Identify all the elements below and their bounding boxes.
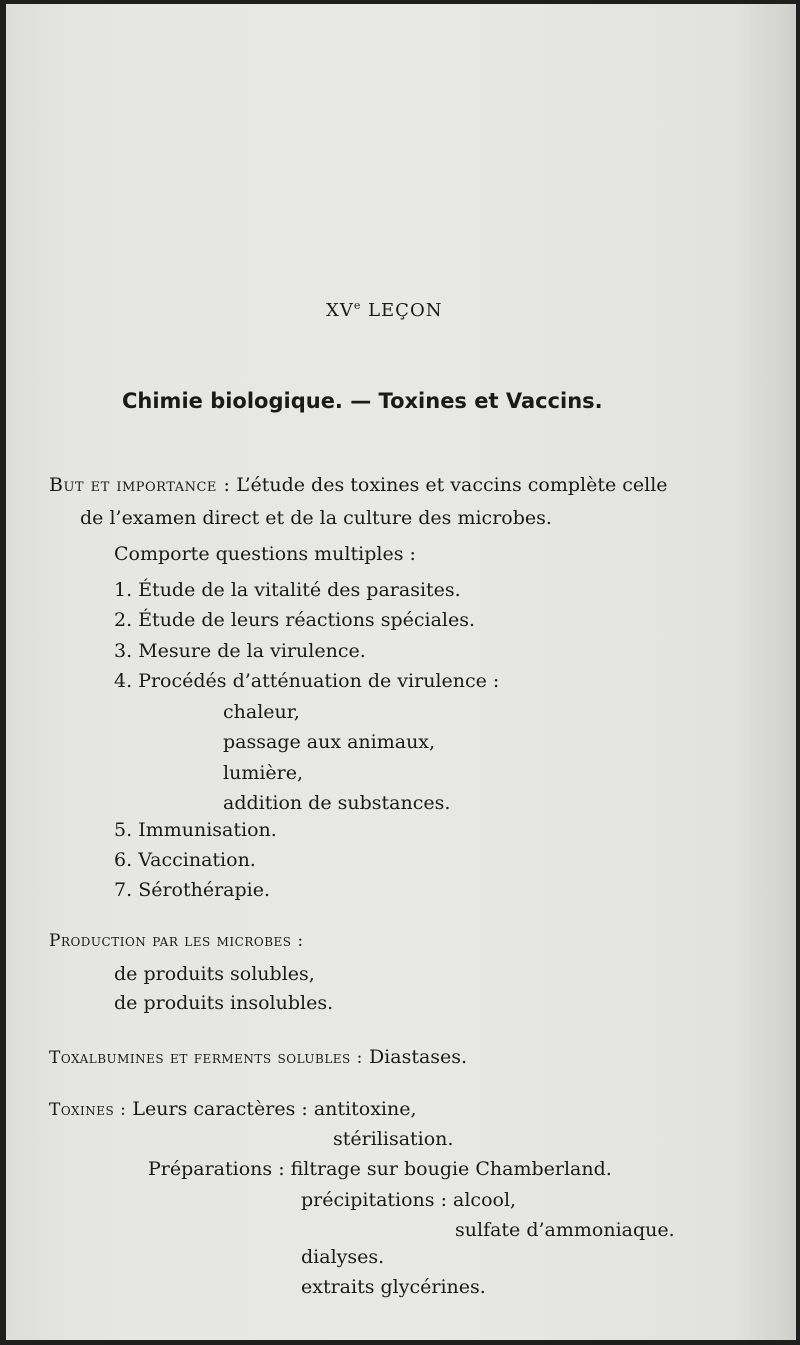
but-label: But et importance : (49, 474, 231, 496)
toxines-dialyses: dialyses. (301, 1246, 385, 1268)
toxines-extraits: extraits glycérines. (301, 1276, 486, 1298)
sub-list-item: addition de substances. (223, 792, 451, 814)
toxines-line: Toxines : Leurs caractères : antitoxine, (49, 1098, 417, 1120)
toxines-preparations: Préparations : filtrage sur bougie Chamberland. (148, 1158, 612, 1180)
toxines-label: Toxines : (49, 1100, 127, 1120)
toxalbumines-line: Toxalbumines et ferments solubles : Diastases. (49, 1046, 468, 1068)
production-item: de produits solubles, (114, 963, 315, 985)
list-intro: Comporte questions multiples : (114, 543, 416, 565)
list-item: 6. Vaccination. (114, 849, 256, 871)
page-title: Chimie biologique. — Toxines et Vaccins. (122, 389, 603, 413)
list-item: 7. Sérothérapie. (114, 879, 271, 901)
list-item: 4. Procédés d’atténuation de virulence : (114, 670, 500, 692)
book-page (6, 4, 796, 1340)
sub-list-item: chaleur, (223, 701, 300, 723)
but-paragraph-line2: de l’examen direct et de la culture des microbes. (80, 507, 552, 529)
toxines-sterilisation: stérilisation. (333, 1128, 454, 1150)
toxines-sulfate: sulfate d’ammoniaque. (455, 1219, 675, 1241)
list-item: 3. Mesure de la virulence. (114, 640, 366, 662)
lesson-heading: XVe LEÇON (326, 299, 443, 321)
toxalbumines-label: Toxalbumines et ferments solubles : (49, 1048, 363, 1068)
list-item: 5. Immunisation. (114, 819, 277, 841)
list-item: 1. Étude de la vitalité des parasites. (114, 579, 461, 601)
toxines-precipitations: précipitations : alcool, (301, 1189, 517, 1211)
list-item: 2. Étude de leurs réactions spéciales. (114, 609, 476, 631)
sub-list-item: passage aux animaux, (223, 731, 436, 753)
but-paragraph-line1: But et importance : L’étude des toxines et vaccins complète celle (49, 474, 668, 496)
production-label: Production par les microbes : (49, 931, 304, 951)
production-item: de produits insolubles. (114, 992, 334, 1014)
sub-list-item: lumière, (223, 762, 304, 784)
